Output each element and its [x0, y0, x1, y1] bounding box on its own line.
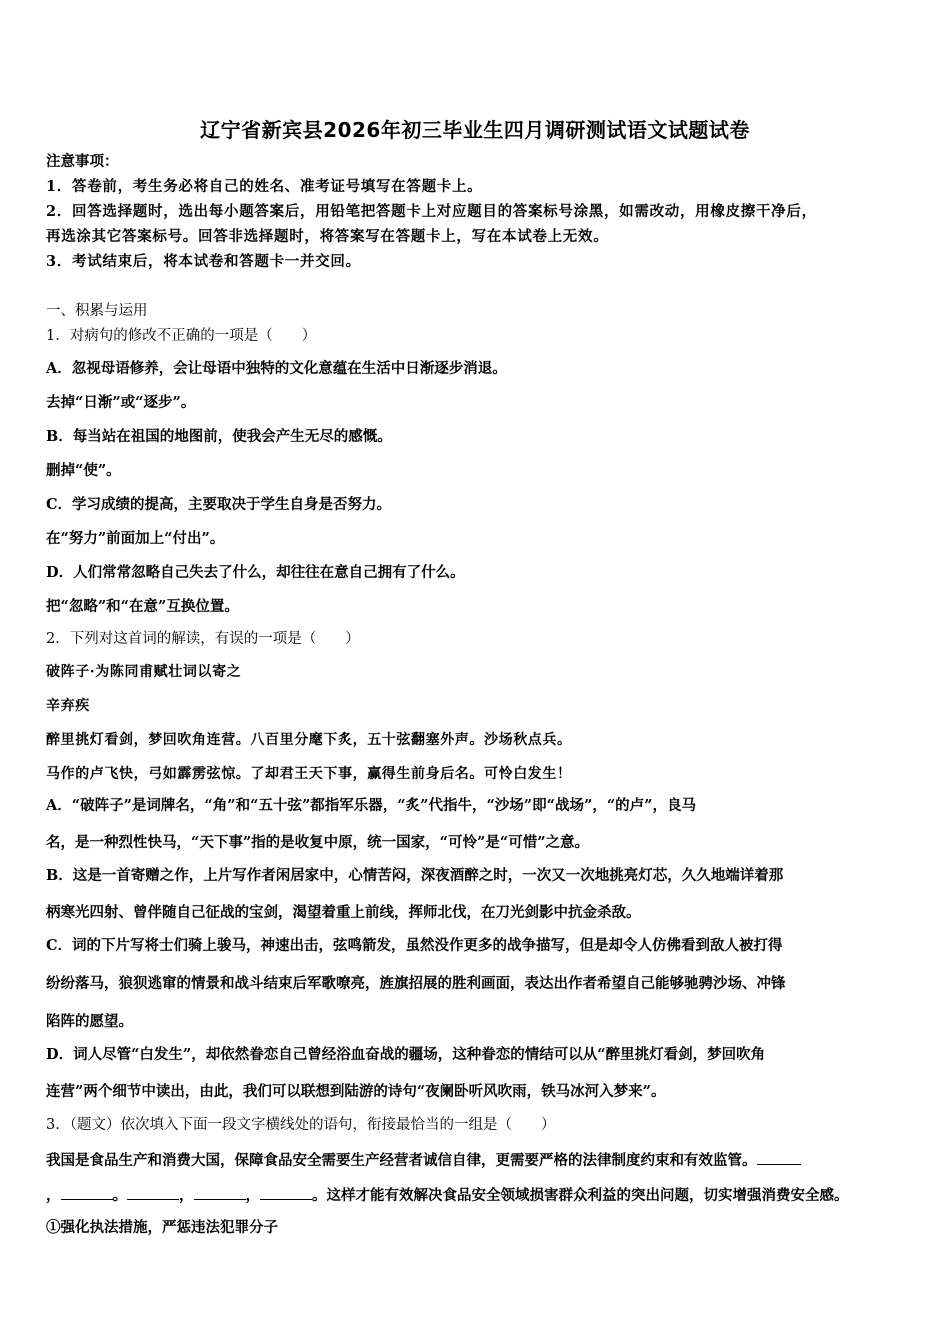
q1-option-a: A．忽视母语修养，会让母语中独特的文化意蕴在生活中日渐逐步消退。 — [46, 360, 507, 377]
q3-separator: ， — [46, 1187, 61, 1204]
q2-option-c-cont: 纷纷落马，狼狈逃窜的情景和战斗结束后军歌嘹亮，旌旗招展的胜利画面，表达出作者希望自己能够驰骋沙场、冲锋 — [46, 975, 786, 992]
fill-blank — [260, 1185, 312, 1200]
q1-option-c-fix: 在“努力”前面加上“付出”。 — [46, 530, 225, 547]
fill-blank — [61, 1185, 113, 1200]
q1-option-d-fix: 把“忽略”和“在意”互换位置。 — [46, 598, 239, 615]
q3-passage-tail: 。这样才能有效解决食品安全领域损害群众利益的突出问题，切实增强消费安全感。 — [312, 1187, 849, 1204]
q3-separator: ， — [245, 1187, 260, 1204]
page-title: 辽宁省新宾县2026年初三毕业生四月调研测试语文试题试卷 — [200, 118, 750, 142]
q3-passage-line-2 — [46, 1185, 910, 1206]
q3-passage-line-1 — [46, 1150, 910, 1171]
q2-option-c-cont2: 陷阵的愿望。 — [46, 1013, 133, 1030]
fill-blank — [194, 1185, 246, 1200]
q2-option-b: B．这是一首寄赠之作，上片写作者闲居家中，心情苦闷，深夜酒醉之时，一次又一次地挑亮灯芯，久久地端详着那 — [46, 867, 784, 884]
q2-stem: 2．下列对这首词的解读，有误的一项是（ ） — [46, 631, 360, 647]
q1-option-b: B．每当站在祖国的地图前，使我会产生无尽的感慨。 — [46, 428, 392, 445]
q3-stem: 3．（题文）依次填入下面一段文字横线处的语句，衔接最恰当的一组是（ ） — [46, 1117, 556, 1133]
q2-option-b-cont: 柄寒光四射、曾伴随自己征战的宝剑，渴望着重上前线，挥师北伐，在刀光剑影中抗金杀敌。 — [46, 904, 641, 921]
section-heading: 一、积累与运用 — [46, 303, 148, 319]
q3-option-1: ①强化执法措施，严惩违法犯罪分子 — [46, 1219, 278, 1236]
q2-option-d: D．词人尽管“白发生”，却依然眷恋自己曾经浴血奋战的疆场，这种眷恋的情结可以从“醉里挑灯看剑，梦回吹角 — [46, 1046, 766, 1063]
fill-blank — [127, 1185, 179, 1200]
q2-option-a-cont: 名，是一种烈性快马，“天下事”指的是收复中原，统一国家，“可怜”是“可惜”之意。 — [46, 834, 590, 851]
q1-option-a-fix: 去掉“日渐”或“逐步”。 — [46, 394, 196, 411]
q1-stem: 1．对病句的修改不正确的一项是（ ） — [46, 328, 317, 344]
poem-line-2: 马作的卢飞快，弓如霹雳弦惊。了却君王天下事，赢得生前身后名。可怜白发生！ — [46, 766, 572, 782]
poem-line-1: 醉里挑灯看剑，梦回吹角连营。八百里分麾下炙，五十弦翻塞外声。沙场秋点兵。 — [46, 732, 572, 748]
poem-title: 破阵子·为陈同甫赋壮词以寄之 — [46, 664, 242, 680]
q3-passage-text: 我国是食品生产和消费大国，保障食品安全需要生产经营者诚信自律，更需要严格的法律制度约束和有效监管。 — [46, 1152, 757, 1169]
notice-item-1: 1．答卷前，考生务必将自己的姓名、准考证号填写在答题卡上。 — [46, 178, 483, 195]
q3-separator: ， — [179, 1187, 194, 1204]
q1-option-d: D．人们常常忽略自己失去了什么，却往往在意自己拥有了什么。 — [46, 564, 465, 581]
q2-option-a: A．“破阵子”是词牌名，“角”和“五十弦”都指军乐器，“炙”代指牛，“沙场”即“战场”，“的卢”，良马 — [46, 797, 697, 814]
q2-option-c: C．词的下片写将士们骑上骏马，神速出击，弦鸣箭发，虽然没作更多的战争描写，但是却令人仿佛看到敌人被打得 — [46, 937, 783, 954]
notice-item-2: 2．回答选择题时，选出每小题答案后，用铅笔把答题卡上对应题目的答案标号涂黑，如需改动，用橡皮擦干净后， — [46, 203, 817, 220]
q2-option-d-cont: 连营”两个细节中读出，由此，我们可以联想到陆游的诗句“夜阑卧听风吹雨，铁马冰河入梦来”。 — [46, 1083, 666, 1100]
fill-blank — [757, 1150, 801, 1165]
notice-item-3: 3．考试结束后，将本试卷和答题卡一并交回。 — [46, 253, 361, 270]
q1-option-c: C．学习成绩的提高，主要取决于学生自身是否努力。 — [46, 496, 392, 513]
q3-separator: 。 — [112, 1187, 127, 1204]
notice-item-2-cont: 再选涂其它答案标号。回答非选择题时，将答案写在答题卡上，写在本试卷上无效。 — [46, 228, 609, 245]
poem-author: 辛弃疾 — [46, 698, 90, 714]
q1-option-b-fix: 删掉“使”。 — [46, 462, 121, 479]
notice-heading: 注意事项： — [46, 153, 119, 170]
